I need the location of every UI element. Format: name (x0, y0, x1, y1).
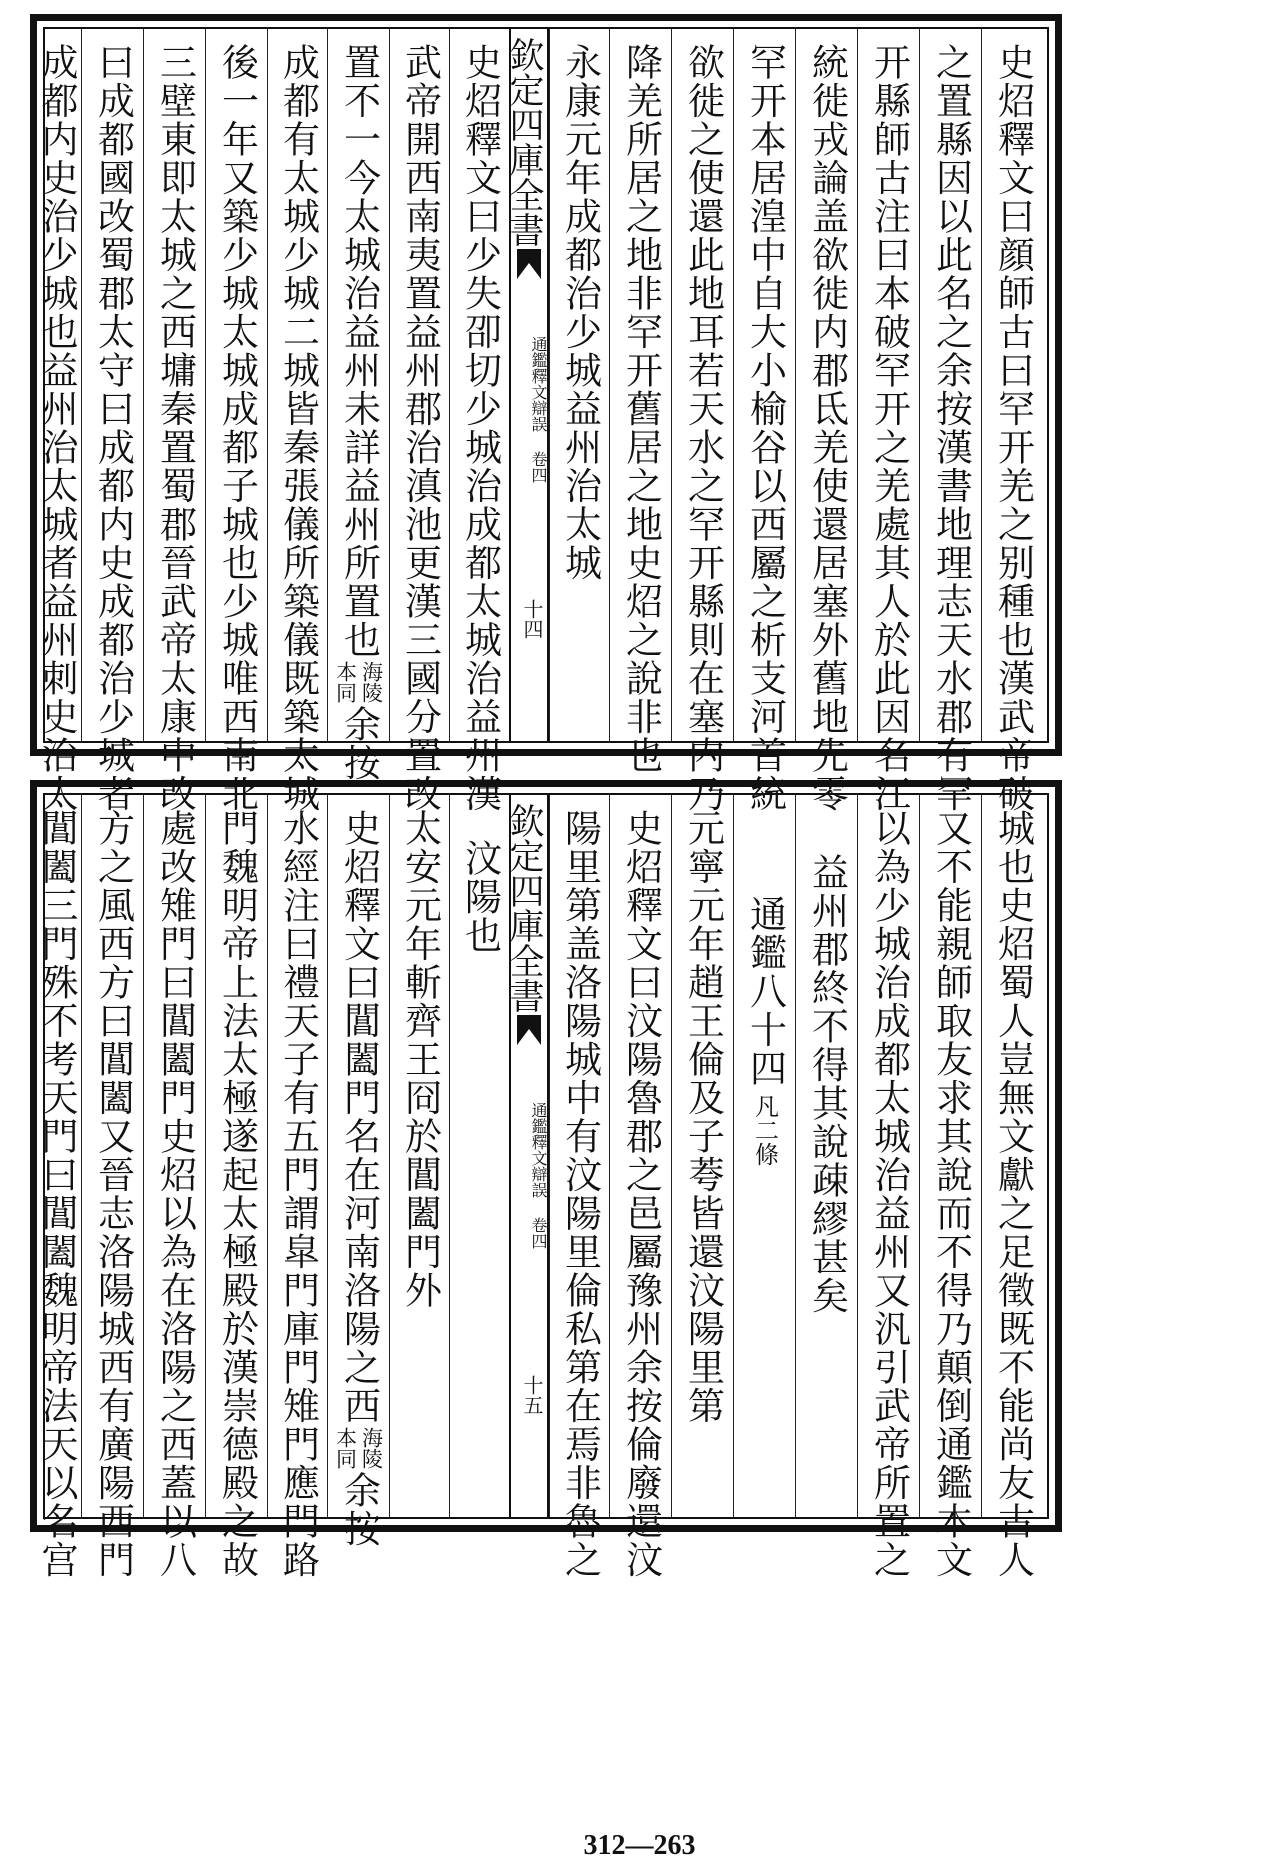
center-gutter (504, 29, 549, 741)
text-column (981, 795, 1043, 1579)
column-text: 曰成都國改蜀郡太守曰成都内史成都治少城者 (91, 43, 135, 813)
column-text: 益州郡終不得其說疎繆甚矣 (805, 853, 849, 1315)
fish-tail-mark (517, 1015, 541, 1045)
annotation-note: 本同 (333, 1427, 358, 1469)
column-text: 史炤釋文曰閶闔門名在河南洛陽之西 (337, 809, 381, 1425)
column-text: 史炤釋文曰少失卲切少城治成都太城治益州漢 (458, 43, 502, 813)
gutter-subtitle: 通鑑釋文辯誤 卷四 (529, 1101, 548, 1249)
column-text: 陽里第盖洛陽城中有汶陽里倫私第在焉非魯之 (558, 809, 602, 1579)
column-text: 元寧元年趙王倫及子荂皆還汶陽里第 (681, 809, 725, 1425)
text-column (81, 29, 143, 813)
text-column (449, 795, 509, 1517)
text-column (267, 29, 327, 813)
gutter-title: 欽定四庫全書 (504, 37, 544, 247)
gutter-page-number: 十四 (520, 599, 544, 639)
column-text: 汶陽也 (458, 839, 502, 955)
column-text: 之置縣因以此名之余按漢書地理志天水郡有罕 (929, 43, 973, 813)
column-text: 通鑑八十四 (743, 895, 787, 1088)
annotation-note: 凡二條 (750, 1093, 779, 1166)
gutter-page-number: 十五 (520, 1375, 544, 1415)
annotation-note: 本同 (333, 661, 358, 703)
column-text: 又不能親師取友求其說而不得乃顛倒通鑑本文 (929, 809, 973, 1579)
center-gutter (504, 795, 549, 1517)
column-text: 史炤釋文曰汶陽魯郡之邑屬豫州余按倫廢還汶 (619, 809, 663, 1579)
text-column (671, 795, 733, 1517)
gutter-title: 欽定四庫全書 (504, 803, 544, 1013)
text-column (795, 795, 857, 1517)
column-text: 水經注曰禮天子有五門謂皐門庫門雉門應門路 (276, 809, 320, 1579)
text-column (35, 795, 81, 1579)
text-column (919, 795, 981, 1579)
column-text: 以為少城治成都太城治益州又汎引武帝所置之 (867, 809, 911, 1579)
column-text: 太安元年斬齊王冏於閶闔門外 (398, 809, 442, 1310)
page-code: 312—263 (583, 1830, 696, 1861)
text-column (389, 795, 449, 1517)
column-text: 降羌所居之地非罕开舊居之地史炤之說非也 (619, 43, 663, 775)
text-column (857, 795, 919, 1579)
column-text: 城也史炤蜀人豈無文獻之足徵既不能尚友古人 (991, 809, 1035, 1579)
bottom-page-frame (35, 793, 1049, 1579)
text-column (205, 29, 267, 813)
text-column (857, 29, 919, 813)
column-text: 欲徙之使還此地耳若天水之罕开縣則在塞内乃 (681, 43, 725, 813)
column-text: 方之風西方曰閶闔又晉志洛陽城西有廣陽西門 (91, 809, 135, 1579)
text-column (549, 29, 609, 741)
text-column (609, 29, 671, 775)
text-column (327, 29, 389, 782)
text-column (143, 795, 205, 1579)
bottom-page (30, 780, 1062, 1579)
text-column (671, 29, 733, 813)
column-text: 成都有太城少城二城皆秦張儀所築儀既築太城 (276, 43, 320, 813)
column-text: 成都内史治少城也益州治太城者益州刺史治太 (35, 43, 78, 813)
column-text-tail: 余按 (337, 1471, 381, 1548)
column-text: 开縣師古注曰本破罕开之羌處其人於此因名江 (867, 43, 911, 813)
text-column (733, 29, 795, 813)
column-text: 永康元年成都治少城益州治太城 (558, 43, 602, 582)
column-text: 置不一今太城治益州未詳益州所置也 (337, 43, 381, 659)
column-text: 史炤釋文曰顔師古曰罕开羌之别種也漢武帝破 (991, 43, 1035, 813)
column-text: 武帝開西南夷置益州郡治滇池更漢三國分置改 (398, 43, 442, 813)
text-column (795, 29, 857, 813)
text-column (327, 795, 389, 1548)
text-column (449, 29, 509, 813)
text-column (267, 795, 327, 1579)
text-column (81, 795, 143, 1579)
text-column (609, 795, 671, 1579)
column-text: 門魏明帝上法太極遂起太極殿於漢崇德殿之故 (215, 809, 259, 1579)
column-text: 罕开本居湟中自大小榆谷以西屬之析支河首統 (743, 43, 787, 813)
top-page-frame (35, 27, 1049, 813)
column-text: 三壁東即太城之西墉秦置蜀郡晉武帝太康中改 (153, 43, 197, 813)
text-column (143, 29, 205, 813)
text-column (549, 795, 609, 1579)
text-column (389, 29, 449, 813)
column-text: 閶闔三門殊不考天門曰閶闔魏明帝法天以名宫 (35, 809, 78, 1579)
text-column (919, 29, 981, 813)
text-column (35, 29, 81, 813)
text-column (205, 795, 267, 1579)
text-column (733, 795, 795, 1517)
annotation-note: 海陵 (359, 661, 384, 703)
annotation-note: 海陵 (359, 1427, 384, 1469)
fish-tail-mark (517, 249, 541, 279)
column-text: 統徙戎論盖欲徙内郡氐羌使還居塞外舊地先零 (805, 43, 849, 813)
text-column (981, 29, 1043, 813)
column-text: 處改雉門曰閶闔門史炤以為在洛陽之西蓋以八 (153, 809, 197, 1579)
column-text-tail: 余按 (337, 705, 381, 782)
top-page (30, 14, 1062, 813)
gutter-subtitle: 通鑑釋文辯誤 卷四 (529, 335, 548, 483)
column-text: 後一年又築少城太城成都子城也少城唯西南北 (215, 43, 259, 813)
